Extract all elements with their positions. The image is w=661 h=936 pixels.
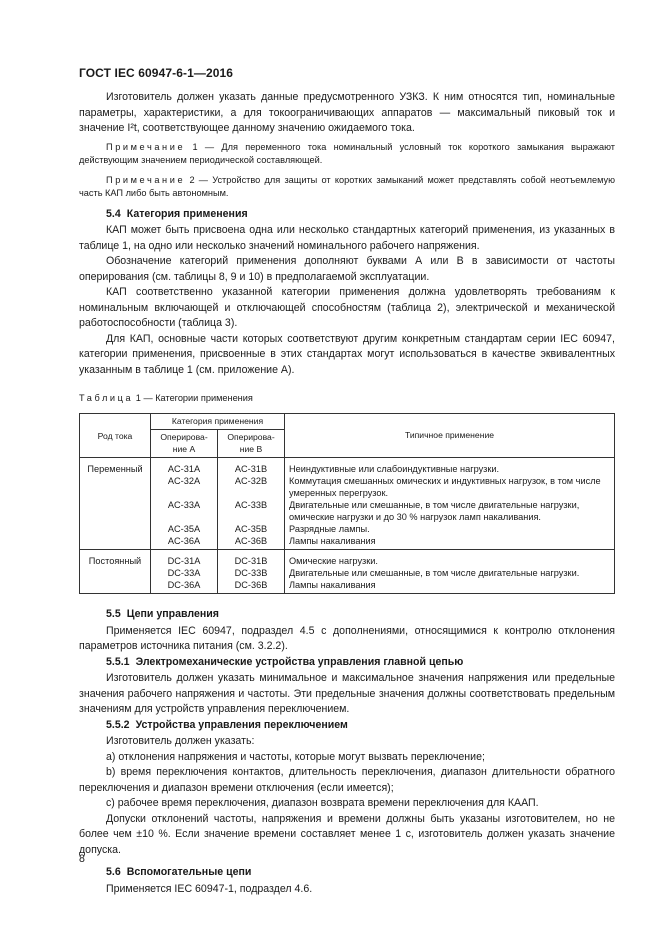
- section-5-6-title: Вспомогательные цепи: [126, 866, 252, 878]
- header-current-kind: Род тока: [80, 413, 151, 458]
- ac-a-value: AC-31A: [167, 464, 201, 474]
- page-content: [79, 90, 615, 897]
- section-5-5-2-list-item: а) отклонения напряжения и частоты, которые могут вызвать переключение;: [106, 750, 485, 763]
- ac-b-value: AC-36B: [234, 536, 268, 546]
- table-1-caption-text: 1 — Категории применения: [135, 393, 253, 403]
- section-5-5-1-number: 5.5.1: [106, 655, 130, 668]
- ac-b-value: AC-32B: [234, 476, 268, 486]
- section-5-5-title: Цепи управления: [126, 608, 219, 620]
- section-5-4-paragraph: КАП может быть присвоена одна или несколько стандартных категорий применения, из указанных в таблице 1, на одно или несколько значений номинального рабочего напряжения.: [79, 224, 615, 252]
- section-5-4-paragraph: КАП соответственно указанной категории применения должна удовлетворять требованиям к номинальным включающей и отключающей способностям (таблица 2), электрической и механической работоспособности (таблица 3).: [79, 286, 615, 329]
- dc-application-text: Двигательные или смешанные, в том числе двигательные нагрузки.: [289, 568, 580, 578]
- ac-application-text: Двигательные или смешанные, в том числе двигательные нагрузки, омические нагрузки и до 30 % нагрузок ламп накаливания.: [289, 500, 580, 522]
- section-5-5-1-heading: [79, 655, 615, 671]
- section-5-6-number: 5.6: [106, 866, 121, 878]
- ac-a-value: AC-35A: [167, 524, 201, 534]
- cell-ac-op-a: [151, 458, 218, 550]
- note-1: [79, 141, 615, 168]
- section-5-5-1-title: Электромеханические устройства управления главной цепью: [135, 655, 464, 668]
- ac-a-value: AC-33A: [167, 500, 201, 510]
- cell-ac-application: [285, 458, 615, 550]
- cell-ac-kind: Переменный: [80, 458, 151, 550]
- header-category: Категория применения: [151, 413, 285, 430]
- section-5-5-2-paragraph: Допуски отклонений частоты, напряжения и времени должны быть указаны изготовителем, но не более чем ±10 %. Если значение времени составляет менее 1 с, изготовитель должен указать значение допуска.: [79, 812, 615, 856]
- section-5-6-heading: [79, 865, 615, 881]
- section-5-5-2-list-item: с) рабочее время переключения, диапазон возврата времени переключения для КААП.: [106, 797, 539, 809]
- cell-dc-op-b: [218, 550, 285, 594]
- cell-dc-application: [285, 550, 615, 594]
- section-5-5-2-paragraph: Изготовитель должен указать:: [106, 735, 255, 747]
- note-1-label: Примечание: [106, 141, 186, 152]
- cell-dc-op-a: [151, 550, 218, 594]
- note-1-text: 1 — Для переменного тока номинальный условный ток короткого замыкания выражают действующим значением периодической составляющей.: [79, 141, 615, 165]
- section-5-4-number: 5.4: [106, 207, 121, 220]
- table-1: [79, 413, 615, 595]
- table-1-caption-label: Таблица: [79, 393, 134, 403]
- dc-b-value: DC-31B: [234, 556, 268, 566]
- section-5-5-2-title: Устройства управления переключением: [135, 718, 348, 731]
- dc-b-value: DC-33B: [234, 568, 268, 578]
- header-operation-b: Оперирова-ние В: [218, 430, 285, 458]
- ac-b-value: AC-35B: [234, 524, 268, 534]
- intro-paragraph: Изготовитель должен указать данные предусмотренного УЗКЗ. К ним относятся тип, номинальные параметры, характеристики, а для токоограничивающих аппаратов — максимальный пиковый ток и значение I²t, соответствующее данному значению ожидаемого тока.: [79, 91, 615, 134]
- ac-a-value: AC-36A: [167, 536, 201, 546]
- section-5-5-2-number: 5.5.2: [106, 718, 130, 731]
- ac-b-value: AC-33B: [234, 500, 268, 510]
- ac-application-text: Разрядные лампы.: [289, 524, 370, 534]
- table-header-row: [80, 413, 615, 430]
- section-5-5-2-list-item: b) время переключения контактов, длительность переключения, диапазон длительности обратного переключения и диапазон времени отключения (если имеется);: [79, 766, 615, 794]
- note-2-label: Примечание: [106, 174, 186, 185]
- dc-a-value: DC-31A: [167, 556, 201, 566]
- section-5-4-heading: [79, 207, 615, 223]
- ac-b-value: AC-31B: [234, 464, 268, 474]
- ac-application-text: Неиндуктивные или слабоиндуктивные нагрузки.: [289, 464, 500, 474]
- header-operation-a: Оперирова-ние А: [151, 430, 218, 458]
- note-2: [79, 174, 615, 201]
- page-number: 8: [79, 853, 85, 865]
- note-2-text: 2 — Устройство для защиты от коротких замыканий может представлять собой неотъемлемую часть КАП либо быть автономным.: [79, 174, 615, 198]
- cell-dc-kind: Постоянный: [80, 550, 151, 594]
- section-5-5-1-paragraph: Изготовитель должен указать минимальное и максимальное значения напряжения или предельные значения рабочего напряжения и частоты. Эти предельные значения должны соответствовать предельным значениям для устройств управления переключением.: [79, 672, 615, 715]
- section-5-5-number: 5.5: [106, 608, 121, 620]
- dc-b-value: DC-36B: [234, 580, 268, 590]
- table-row-dc: [80, 550, 615, 594]
- table-row-ac: [80, 458, 615, 550]
- dc-application-text: Омические нагрузки.: [289, 556, 378, 566]
- header-typical-application: Типичное применение: [285, 413, 615, 458]
- ac-application-text: Лампы накаливания: [289, 536, 376, 546]
- section-5-4-title: Категория применения: [126, 207, 248, 220]
- dc-a-value: DC-33A: [167, 568, 201, 578]
- ac-application-text: Коммутация смешанных омических и индуктивных нагрузок, в том числе умеренных перегрузок.: [289, 476, 601, 498]
- section-5-5-paragraph: Применяется IEC 60947, подраздел 4.5 с дополнениями, относящимися к контролю отклонения параметров источника питания (см. 3.2.2).: [79, 624, 615, 652]
- cell-ac-op-b: [218, 458, 285, 550]
- table-1-caption: [79, 391, 615, 407]
- section-5-6-paragraph: Применяется IEC 60947-1, подраздел 4.6.: [106, 882, 313, 895]
- section-5-5-2-heading: [79, 718, 615, 734]
- ac-a-value: AC-32A: [167, 476, 201, 486]
- section-5-4-paragraph: Обозначение категорий применения дополняют буквами А или В в зависимости от частоты оперирования (см. таблицы 8, 9 и 10) в предполагаемой эксплуатации.: [79, 255, 615, 283]
- section-5-4-paragraph: Для КАП, основные части которых соответствуют другим конкретным стандартам серии IEC 60947, категории применения, присвоенные в этих стандартах могут использоваться в качестве эквивалентных указанным в таблице 1 (см. приложение А).: [79, 332, 615, 376]
- section-5-5-heading: [79, 607, 615, 623]
- dc-a-value: DC-36A: [167, 580, 201, 590]
- dc-application-text: Лампы накаливания: [289, 580, 376, 590]
- document-header: ГОСТ IEC 60947-6-1—2016: [79, 66, 234, 80]
